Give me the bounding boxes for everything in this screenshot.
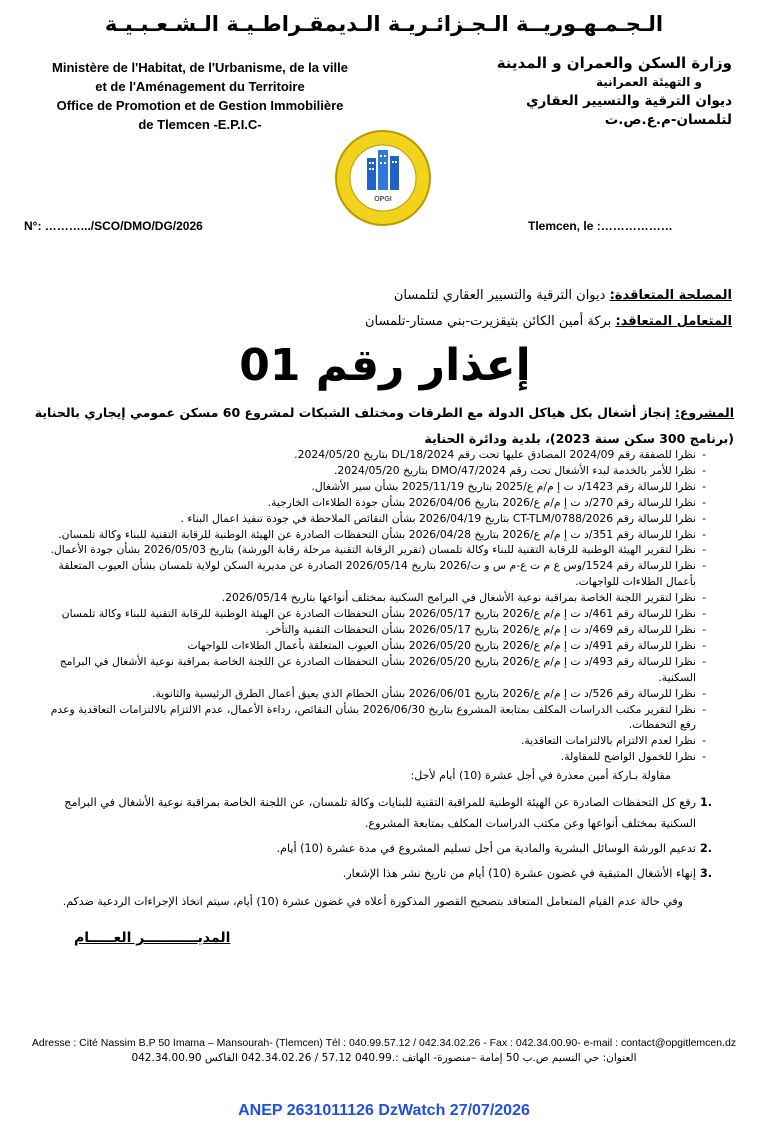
list-item: - نظرا لتقرير مكتب الدراسات المكلف بمتابعة المشروع بتاريخ 2026/06/30 بشأن النقائص، رداءة الأعمال، عدم الالتزام بالالتزامات التعاقدية وعدم رفع التحفظات. — [34, 702, 706, 734]
list-item: - نظرا للرسالة رقم 469/د ت إ م/م ع/2026 بتاريخ 2026/05/17 بشأن التحفظات التقنية والتأخر. — [34, 622, 706, 638]
considerations-list — [34, 447, 706, 765]
action-item — [50, 792, 712, 834]
list-item: - نظرا للرسالة رقم 2026/CT-TLM/0788 بتاريخ 2026/04/19 بشأن النقائص الملاحظة في جودة تنفيذ اعمال البناء . — [34, 511, 706, 527]
address-ar: العنوان: حي النسيم ص.ب 50 إمامة –منصورة- الهاتف :.040.99 57.12 / 042.34.02.26 الفاكس 042.34.00.90 — [131, 1052, 637, 1064]
list-item: - نظرا للرسالة رقم 461/د ت إ م/م ع/2026 بتاريخ 2026/05/17 بشأن التحفظات الصادرة عن الهيئة الوطنية للرقابة التقنية للبناء وكالة تلمسان — [34, 606, 706, 622]
list-item: - نظرا للرسالة رقم 270/د ت إ م/م ع/2026 بتاريخ 2026/04/06 بشأن جودة الطلاءات الخارجية. — [34, 495, 706, 511]
notice-title: إعذار رقم 01 — [239, 340, 531, 391]
project-description — [34, 400, 734, 452]
action-text: رفع كل التحفظات الصادرة عن الهيئة الوطنية للمراقبة التقنية للبنايات وكالة تلمسان، عن اللجنة الخاصة بمراقبة نوعية الأشغال في البرامج السكنية بمختلف أنواعها وعن مكتب الدراسات المكلف بمتابعة المشروع. — [64, 796, 696, 830]
opgi-logo — [333, 128, 433, 228]
list-item: - نظرا للخمول الواضح للمقاولة. — [34, 749, 706, 765]
list-item: - نظرا لعدم الالتزام بالالتزامات التعاقدية. — [34, 733, 706, 749]
required-actions-list — [50, 792, 712, 888]
date-line: Tlemcen, le :……………… — [528, 219, 673, 233]
list-item: - نظرا للصفقة رقم 2024/09 المصادق عليها تحت رقم 2024/DL/18 بتاريخ 2024/05/20. — [34, 447, 706, 463]
fr-header-line: Office de Promotion et de Gestion Immobilière — [56, 98, 344, 113]
ministry-header-fr — [20, 58, 380, 134]
contracting-value: ديوان الترقية والتسيير العقاري لتلمسان — [393, 288, 610, 303]
fr-header-line: Ministère de l'Habitat, de l'Urbanisme, de la ville — [52, 60, 348, 75]
logo-text: OPGI — [374, 196, 392, 203]
list-item: - نظرا لتقرير الهيئة الوطنية للرقابة التقنية للبناء وكالة تلمسان (تقرير الرقابة التقنية مرحلة رقابة الورشة) بتاريخ 2026/05/03 بشأن جودة الأعمال. — [34, 542, 706, 558]
list-item: - نظرا للرسالة رقم 1524/وس ع م ت ع-م س و ت/2026 بتاريخ 2026/05/14 الصادرة عن مديرية السكن لولاية تلمسان بشأن العيوب المتعلقة بأعمال الطلاءات للواجهات. — [34, 558, 706, 590]
closing-statement: وفي حالة عدم القيام المتعامل المتعاقد بتصحيح القصور المذكورة أعلاه في غضون عشرة (10) أيام، سيتم اتخاذ الإجراءات الردعية ضدكم. — [62, 895, 683, 908]
list-item: - نظرا للرسالة رقم 351/د ت إ م/م ع/2026 بتاريخ 2026/04/28 بشأن التحفظات الصادرة عن الهيئة الوطنية للرقابة التقنية للبناء وكالة تلمسان. — [34, 527, 706, 543]
ar-header-line: لتلمسان-م.ع.ص.ت — [604, 112, 732, 128]
list-item: - نظرا للرسالة رقم 491/د ت إ م/م ع/2026 بتاريخ 2026/05/20 بشأن العيوب المتعلقة بأعمال الطلاءات للواجهات — [34, 638, 706, 654]
reference-number: N°: ……….../SCO/DMO/DG/2026 — [24, 219, 203, 233]
ar-header-line: و التهيئة العمرانية — [595, 75, 702, 89]
fr-header-line: et de l'Aménagement du Territoire — [95, 79, 305, 94]
contracting-label: المصلحة المتعاقدة: — [609, 288, 732, 303]
signature-title: المديـــــــــــر العـــــام — [74, 930, 231, 946]
action-item — [50, 838, 712, 859]
action-number: .1 — [699, 796, 712, 809]
address-fr: Adresse : Cité Nassim B.P 50 Imama – Mansourah- (Tlemcen) Tél : 040.99.57.12 / 042.34.02.26 - Fax : 042.34.00.90- e-mail : contact@opgitlemcen.dz — [31, 1037, 737, 1049]
contracting-service — [394, 288, 732, 303]
publication-reference: ANEP 2631011126 DzWatch 27/07/2026 — [238, 1102, 530, 1119]
contractor-label: المتعامل المتعاقد: — [615, 314, 732, 329]
project-label: المشروع: — [674, 405, 734, 420]
action-number: .3 — [699, 867, 712, 880]
ar-header-line: وزارة السكن والعمران و المدينة — [496, 54, 732, 72]
action-item — [50, 863, 712, 884]
contractor-value: بركة أمين الكائن بتيقزيرت-بني مستار-تلمسان — [364, 314, 616, 329]
deadline-intro: مقاولة بـاركة أمين معذرة في أجل عشرة (10) أيام لأجل: — [410, 769, 671, 782]
fr-header-line: de Tlemcen -E.P.I.C- — [138, 117, 262, 132]
ar-header-line: ديوان الترقية والتسيير العقاري — [526, 93, 732, 109]
action-text: تدعيم الورشة الوسائل البشرية والمادية من أجل تسليم المشروع في مدة عشرة (10) أيام. — [276, 842, 696, 855]
list-item: - نظرا للرسالة رقم 1423/د ت إ م/م ع/2025 بتاريخ 2025/11/19 بشأن سير الأشغال. — [34, 479, 706, 495]
list-item: - نظرا للرسالة رقم 493/د ت إ م/م ع/2026 بتاريخ 2026/05/20 بشأن التحفظات الصادرة عن اللجنة الخاصة بمراقبة نوعية الأشغال في البرامج السكنية. — [34, 654, 706, 686]
action-text: إنهاء الأشغال المتبقية في غضون عشرة (10) أيام من تاريخ نشر هذا الإشعار. — [342, 867, 696, 880]
contractor — [365, 314, 732, 329]
list-item: - نظرا للأمر بالخدمة لبدء الأشغال تحت رقم 2024/DMO/47 بتاريخ 2024/05/20. — [34, 463, 706, 479]
list-item: - نظرا لتقرير اللجنة الخاصة بمراقبة نوعية الأشغال في البرامج السكنية بمختلف أنواعها بتاريخ 2026/05/14. — [34, 590, 706, 606]
ministry-header-ar — [472, 54, 732, 130]
list-item: - نظرا للرسالة رقم 526/د ت إ م/م ع/2026 بتاريخ 2026/06/01 بشأن الحطام الذي يعيق أعمال الطرق الرئيسية والثانوية. — [34, 686, 706, 702]
action-number: .2 — [699, 842, 712, 855]
project-text: إنجاز أشغال بكل هياكل الدولة مع الطرقات ومختلف الشبكات لمشروع 60 مسكن عمومي إيجاري بالحناية (برنامج 300 سكن سنة 2023)، بلدية ودائرة الحناية — [34, 405, 734, 446]
republic-title: الـجـمـهـوريــة الـجـزائـريـة الـديمقـراطـيـة الـشـعـبـيـة — [104, 12, 664, 36]
